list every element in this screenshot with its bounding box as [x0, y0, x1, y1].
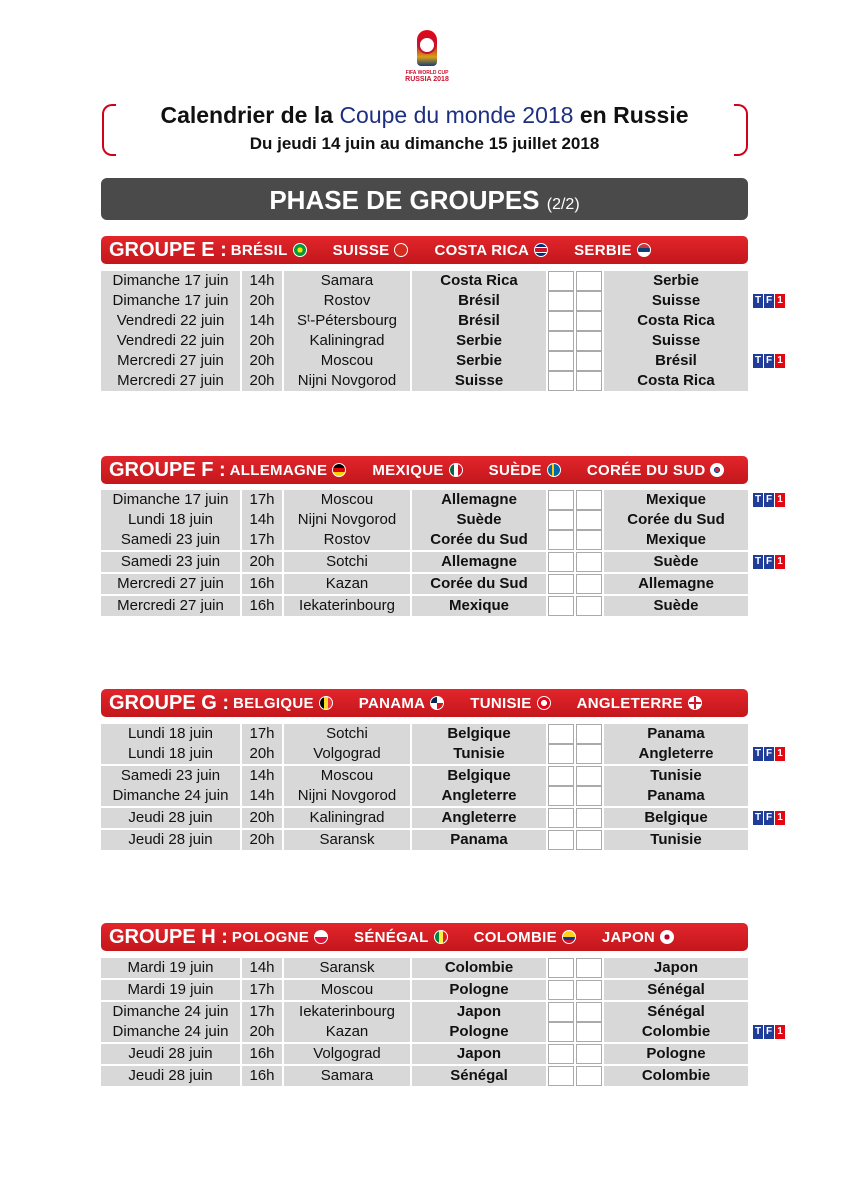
match-city: Kaliningrad — [284, 808, 410, 828]
flag-icon — [319, 696, 333, 710]
match-time: 20h — [242, 371, 282, 391]
match-time: 14h — [242, 271, 282, 291]
match-date: Lundi 18 juin — [101, 510, 240, 530]
home-score-box[interactable] — [548, 1022, 574, 1042]
flag-icon — [660, 930, 674, 944]
tf1-letter: 1 — [775, 811, 785, 825]
match-away-team: Costa Rica — [604, 311, 748, 331]
world-cup-logo — [404, 30, 450, 98]
match-home-team: Costa Rica — [412, 271, 546, 291]
away-score-box[interactable] — [576, 510, 602, 530]
tf1-letter: F — [765, 295, 773, 306]
match-date: Jeudi 28 juin — [101, 808, 240, 828]
match-home-team: Suède — [412, 510, 546, 530]
match-home-team: Corée du Sud — [412, 530, 546, 550]
match-date: Dimanche 17 juin — [101, 271, 240, 291]
match-home-team: Pologne — [412, 1022, 546, 1042]
home-score-box[interactable] — [548, 552, 574, 572]
group-team-name: JAPON — [601, 928, 656, 946]
away-score-box[interactable] — [576, 311, 602, 331]
group-team-name: ANGLETERRE — [576, 694, 683, 712]
match-date: Mercredi 27 juin — [101, 574, 240, 594]
match-time: 20h — [242, 552, 282, 572]
tf1-letter: 1 — [775, 555, 785, 569]
match-away-team: Colombie — [604, 1066, 748, 1086]
match-away-team: Tunisie — [604, 830, 748, 850]
tf1-letter: 1 — [775, 747, 785, 761]
home-score-box[interactable] — [548, 351, 574, 371]
group-team — [470, 695, 550, 712]
home-score-box[interactable] — [548, 766, 574, 786]
group-team — [354, 929, 448, 946]
match-time: 17h — [242, 530, 282, 550]
away-score-box[interactable] — [576, 552, 602, 572]
match-away-team: Suède — [604, 596, 748, 616]
away-score-box[interactable] — [576, 766, 602, 786]
group-team — [230, 462, 347, 479]
match-row — [101, 490, 748, 510]
away-score-box[interactable] — [576, 574, 602, 594]
match-time: 14h — [242, 510, 282, 530]
match-away-team: Sénégal — [604, 1002, 748, 1022]
tf1-logo-icon — [753, 294, 787, 308]
match-home-team: Brésil — [412, 311, 546, 331]
match-row — [101, 1002, 748, 1022]
group-team — [602, 929, 674, 946]
match-away-team: Pologne — [604, 1044, 748, 1064]
match-date: Samedi 23 juin — [101, 766, 240, 786]
away-score-box[interactable] — [576, 808, 602, 828]
match-away-team: Panama — [604, 724, 748, 744]
away-score-box[interactable] — [576, 1044, 602, 1064]
match-home-team: Tunisie — [412, 744, 546, 764]
match-time: 17h — [242, 490, 282, 510]
tf1-letter: 1 — [775, 1025, 785, 1039]
away-score-box[interactable] — [576, 331, 602, 351]
match-city: Kazan — [284, 1022, 410, 1042]
group-team-name: CORÉE DU SUD — [586, 461, 706, 479]
group-team-name: SUISSE — [332, 241, 390, 259]
group-team — [233, 695, 333, 712]
match-city: Volgograd — [284, 744, 410, 764]
away-score-box[interactable] — [576, 724, 602, 744]
match-time: 14h — [242, 786, 282, 806]
group-team-name: MEXIQUE — [372, 461, 444, 479]
match-date: Mercredi 27 juin — [101, 596, 240, 616]
home-score-box[interactable] — [548, 808, 574, 828]
match-away-team: Angleterre — [604, 744, 748, 764]
home-score-box[interactable] — [548, 490, 574, 510]
title-accent: Coupe du monde 2018 — [339, 102, 574, 128]
match-time: 16h — [242, 596, 282, 616]
group-team — [231, 242, 307, 259]
match-time: 17h — [242, 1002, 282, 1022]
ball-icon — [418, 36, 436, 54]
group-team-name: SERBIE — [574, 241, 632, 259]
home-score-box[interactable] — [548, 311, 574, 331]
page-subtitle: Du jeudi 14 juin au dimanche 15 juillet 2018 — [249, 134, 600, 153]
match-home-team: Pologne — [412, 980, 546, 1000]
match-away-team: Mexique — [604, 490, 748, 510]
away-score-box[interactable] — [576, 744, 602, 764]
home-score-box[interactable] — [548, 530, 574, 550]
match-time: 17h — [242, 724, 282, 744]
match-city: Kazan — [284, 574, 410, 594]
match-time: 20h — [242, 744, 282, 764]
home-score-box[interactable] — [548, 371, 574, 391]
group-title: GROUPE H : — [109, 925, 228, 948]
flag-icon — [314, 930, 328, 944]
match-city: Nijni Novgorod — [284, 786, 410, 806]
group-team — [333, 242, 409, 259]
tf1-letter: F — [765, 1026, 773, 1037]
match-row — [101, 744, 748, 764]
match-home-team: Angleterre — [412, 808, 546, 828]
match-row — [101, 1022, 748, 1042]
match-time: 17h — [242, 980, 282, 1000]
flag-icon — [710, 463, 724, 477]
match-away-team: Colombie — [604, 1022, 748, 1042]
match-time: 20h — [242, 1022, 282, 1042]
tf1-letter: T — [754, 295, 762, 306]
away-score-box[interactable] — [576, 958, 602, 978]
match-city: Nijni Novgorod — [284, 371, 410, 391]
group-team — [587, 462, 725, 479]
group-team — [232, 929, 328, 946]
match-home-team: Japon — [412, 1002, 546, 1022]
match-away-team: Tunisie — [604, 766, 748, 786]
group-title: GROUPE G : — [109, 691, 230, 714]
group-team-name: COSTA RICA — [434, 241, 530, 259]
match-row — [101, 371, 748, 391]
match-home-team: Suisse — [412, 371, 546, 391]
group-team-name: POLOGNE — [231, 928, 310, 946]
tf1-logo-icon — [753, 811, 787, 825]
group-header — [101, 236, 748, 264]
match-row — [101, 596, 748, 616]
match-row — [101, 1044, 748, 1064]
home-score-box[interactable] — [548, 1002, 574, 1022]
logo-text-line2: RUSSIA 2018 — [405, 76, 449, 83]
home-score-box[interactable] — [548, 1066, 574, 1086]
flag-icon — [449, 463, 463, 477]
group-header — [101, 923, 748, 951]
match-date: Dimanche 17 juin — [101, 291, 240, 311]
match-home-team: Serbie — [412, 331, 546, 351]
group-title: GROUPE F : — [109, 458, 226, 481]
match-time: 20h — [242, 291, 282, 311]
match-date: Mardi 19 juin — [101, 958, 240, 978]
home-score-box[interactable] — [548, 596, 574, 616]
match-home-team: Serbie — [412, 351, 546, 371]
match-city: Samara — [284, 1066, 410, 1086]
tf1-letter: F — [765, 494, 773, 505]
phase-part: (2/2) — [546, 196, 580, 213]
home-score-box[interactable] — [548, 980, 574, 1000]
match-date: Lundi 18 juin — [101, 724, 240, 744]
home-score-box[interactable] — [548, 1044, 574, 1064]
group-team — [434, 242, 548, 259]
match-time: 14h — [242, 311, 282, 331]
phase-title: PHASE DE GROUPES — [269, 185, 540, 215]
group-team — [577, 695, 702, 712]
match-row — [101, 724, 748, 744]
home-score-box[interactable] — [548, 574, 574, 594]
match-city: Moscou — [284, 766, 410, 786]
flag-icon — [293, 243, 307, 257]
tf1-letter: F — [765, 355, 773, 366]
away-score-box[interactable] — [576, 1066, 602, 1086]
away-score-box[interactable] — [576, 351, 602, 371]
match-date: Jeudi 28 juin — [101, 830, 240, 850]
match-away-team: Sénégal — [604, 980, 748, 1000]
match-home-team: Brésil — [412, 291, 546, 311]
tf1-letter: T — [754, 748, 762, 759]
match-row — [101, 351, 748, 371]
away-score-box[interactable] — [576, 1022, 602, 1042]
group-team-name: ALLEMAGNE — [229, 461, 328, 479]
match-date: Dimanche 17 juin — [101, 490, 240, 510]
group-team-name: COLOMBIE — [473, 928, 557, 946]
home-score-box[interactable] — [548, 510, 574, 530]
match-date: Vendredi 22 juin — [101, 311, 240, 331]
tf1-letter: 1 — [775, 493, 785, 507]
match-city: Sotchi — [284, 552, 410, 572]
away-score-box[interactable] — [576, 371, 602, 391]
home-score-box[interactable] — [548, 830, 574, 850]
match-city: Moscou — [284, 980, 410, 1000]
home-score-box[interactable] — [548, 786, 574, 806]
match-row — [101, 530, 748, 550]
match-row — [101, 786, 748, 806]
flag-icon — [332, 463, 346, 477]
group-team — [372, 462, 462, 479]
match-row — [101, 271, 748, 291]
match-city: Moscou — [284, 490, 410, 510]
match-city: Rostov — [284, 291, 410, 311]
tf1-letter: F — [765, 748, 773, 759]
tf1-letter: T — [754, 812, 762, 823]
tf1-letter: F — [765, 812, 773, 823]
match-city: Moscou — [284, 351, 410, 371]
match-row — [101, 331, 748, 351]
match-date: Samedi 23 juin — [101, 552, 240, 572]
away-score-box[interactable] — [576, 830, 602, 850]
match-date: Mercredi 27 juin — [101, 371, 240, 391]
flag-icon — [547, 463, 561, 477]
tf1-logo-icon — [753, 1025, 787, 1039]
match-date: Mercredi 27 juin — [101, 351, 240, 371]
group-header — [101, 456, 748, 484]
match-row — [101, 958, 748, 978]
home-score-box[interactable] — [548, 744, 574, 764]
flag-icon — [534, 243, 548, 257]
match-date: Lundi 18 juin — [101, 744, 240, 764]
away-score-box[interactable] — [576, 271, 602, 291]
home-score-box[interactable] — [548, 331, 574, 351]
tf1-logo-icon — [753, 555, 787, 569]
tf1-letter: F — [765, 556, 773, 567]
match-date: Dimanche 24 juin — [101, 1002, 240, 1022]
match-city: Iekaterinbourg — [284, 596, 410, 616]
group-team — [574, 242, 651, 259]
away-score-box[interactable] — [576, 1002, 602, 1022]
flag-icon — [434, 930, 448, 944]
match-row — [101, 980, 748, 1000]
match-date: Samedi 23 juin — [101, 530, 240, 550]
match-time: 20h — [242, 331, 282, 351]
group-team — [359, 695, 445, 712]
match-row — [101, 291, 748, 311]
match-row — [101, 311, 748, 331]
tf1-letter: T — [754, 355, 762, 366]
match-home-team: Colombie — [412, 958, 546, 978]
match-time: 16h — [242, 1044, 282, 1064]
match-date: Mardi 19 juin — [101, 980, 240, 1000]
flag-icon — [394, 243, 408, 257]
flag-icon — [562, 930, 576, 944]
home-score-box[interactable] — [548, 291, 574, 311]
tf1-letter: T — [754, 556, 762, 567]
match-row — [101, 808, 748, 828]
match-home-team: Panama — [412, 830, 546, 850]
group-team-name: SÉNÉGAL — [354, 928, 429, 946]
match-row — [101, 552, 748, 572]
match-city: Rostov — [284, 530, 410, 550]
match-row — [101, 766, 748, 786]
match-away-team: Panama — [604, 786, 748, 806]
match-row — [101, 1066, 748, 1086]
group-team-name: PANAMA — [358, 694, 426, 712]
match-away-team: Costa Rica — [604, 371, 748, 391]
match-home-team: Allemagne — [412, 490, 546, 510]
tf1-letter: 1 — [775, 294, 785, 308]
match-time: 14h — [242, 958, 282, 978]
match-row — [101, 830, 748, 850]
match-city: Sotchi — [284, 724, 410, 744]
match-city: Kaliningrad — [284, 331, 410, 351]
match-city: Samara — [284, 271, 410, 291]
match-home-team: Angleterre — [412, 786, 546, 806]
match-away-team: Japon — [604, 958, 748, 978]
away-score-box[interactable] — [576, 786, 602, 806]
match-home-team: Belgique — [412, 766, 546, 786]
title-pre: Calendrier de la — [160, 102, 334, 128]
match-row — [101, 510, 748, 530]
match-date: Dimanche 24 juin — [101, 786, 240, 806]
group-team-name: BRÉSIL — [230, 241, 288, 259]
tf1-logo-icon — [753, 493, 787, 507]
home-score-box[interactable] — [548, 958, 574, 978]
home-score-box[interactable] — [548, 271, 574, 291]
group-title: GROUPE E : — [109, 238, 227, 261]
match-away-team: Corée du Sud — [604, 510, 748, 530]
group-team-name: SUÈDE — [488, 461, 542, 479]
match-time: 20h — [242, 808, 282, 828]
group-header — [101, 689, 748, 717]
away-score-box[interactable] — [576, 291, 602, 311]
away-score-box[interactable] — [576, 980, 602, 1000]
tf1-letter: 1 — [775, 354, 785, 368]
match-city: Saransk — [284, 958, 410, 978]
away-score-box[interactable] — [576, 490, 602, 510]
match-date: Vendredi 22 juin — [101, 331, 240, 351]
page-title — [0, 102, 849, 129]
match-date: Dimanche 24 juin — [101, 1022, 240, 1042]
flag-icon — [637, 243, 651, 257]
match-row — [101, 574, 748, 594]
flag-icon — [688, 696, 702, 710]
title-post: en Russie — [579, 102, 689, 128]
phase-banner — [101, 178, 748, 220]
match-home-team: Japon — [412, 1044, 546, 1064]
away-score-box[interactable] — [576, 596, 602, 616]
match-city: Nijni Novgorod — [284, 510, 410, 530]
match-time: 20h — [242, 830, 282, 850]
match-away-team: Belgique — [604, 808, 748, 828]
match-date: Jeudi 28 juin — [101, 1066, 240, 1086]
match-home-team: Corée du Sud — [412, 574, 546, 594]
group-team — [489, 462, 561, 479]
match-time: 20h — [242, 351, 282, 371]
match-city: Sᵗ-Pétersbourg — [284, 311, 410, 331]
match-city: Volgograd — [284, 1044, 410, 1064]
match-time: 14h — [242, 766, 282, 786]
tf1-letter: T — [754, 1026, 762, 1037]
group-team-name: BELGIQUE — [233, 694, 314, 712]
match-home-team: Sénégal — [412, 1066, 546, 1086]
match-city: Iekaterinbourg — [284, 1002, 410, 1022]
flag-icon — [430, 696, 444, 710]
match-city: Saransk — [284, 830, 410, 850]
match-home-team: Allemagne — [412, 552, 546, 572]
group-team — [474, 929, 576, 946]
match-date: Jeudi 28 juin — [101, 1044, 240, 1064]
match-time: 16h — [242, 1066, 282, 1086]
logo-text-line1: FIFA WORLD CUP — [405, 70, 449, 76]
match-away-team: Mexique — [604, 530, 748, 550]
match-home-team: Belgique — [412, 724, 546, 744]
match-home-team: Mexique — [412, 596, 546, 616]
match-away-team: Serbie — [604, 271, 748, 291]
away-score-box[interactable] — [576, 530, 602, 550]
tf1-logo-icon — [753, 747, 787, 761]
match-away-team: Brésil — [604, 351, 748, 371]
tf1-letter: T — [754, 494, 762, 505]
match-away-team: Suisse — [604, 331, 748, 351]
tf1-logo-icon — [753, 354, 787, 368]
home-score-box[interactable] — [548, 724, 574, 744]
match-away-team: Suisse — [604, 291, 748, 311]
flag-icon — [537, 696, 551, 710]
match-time: 16h — [242, 574, 282, 594]
match-away-team: Suède — [604, 552, 748, 572]
group-team-name: TUNISIE — [470, 694, 532, 712]
match-away-team: Allemagne — [604, 574, 748, 594]
